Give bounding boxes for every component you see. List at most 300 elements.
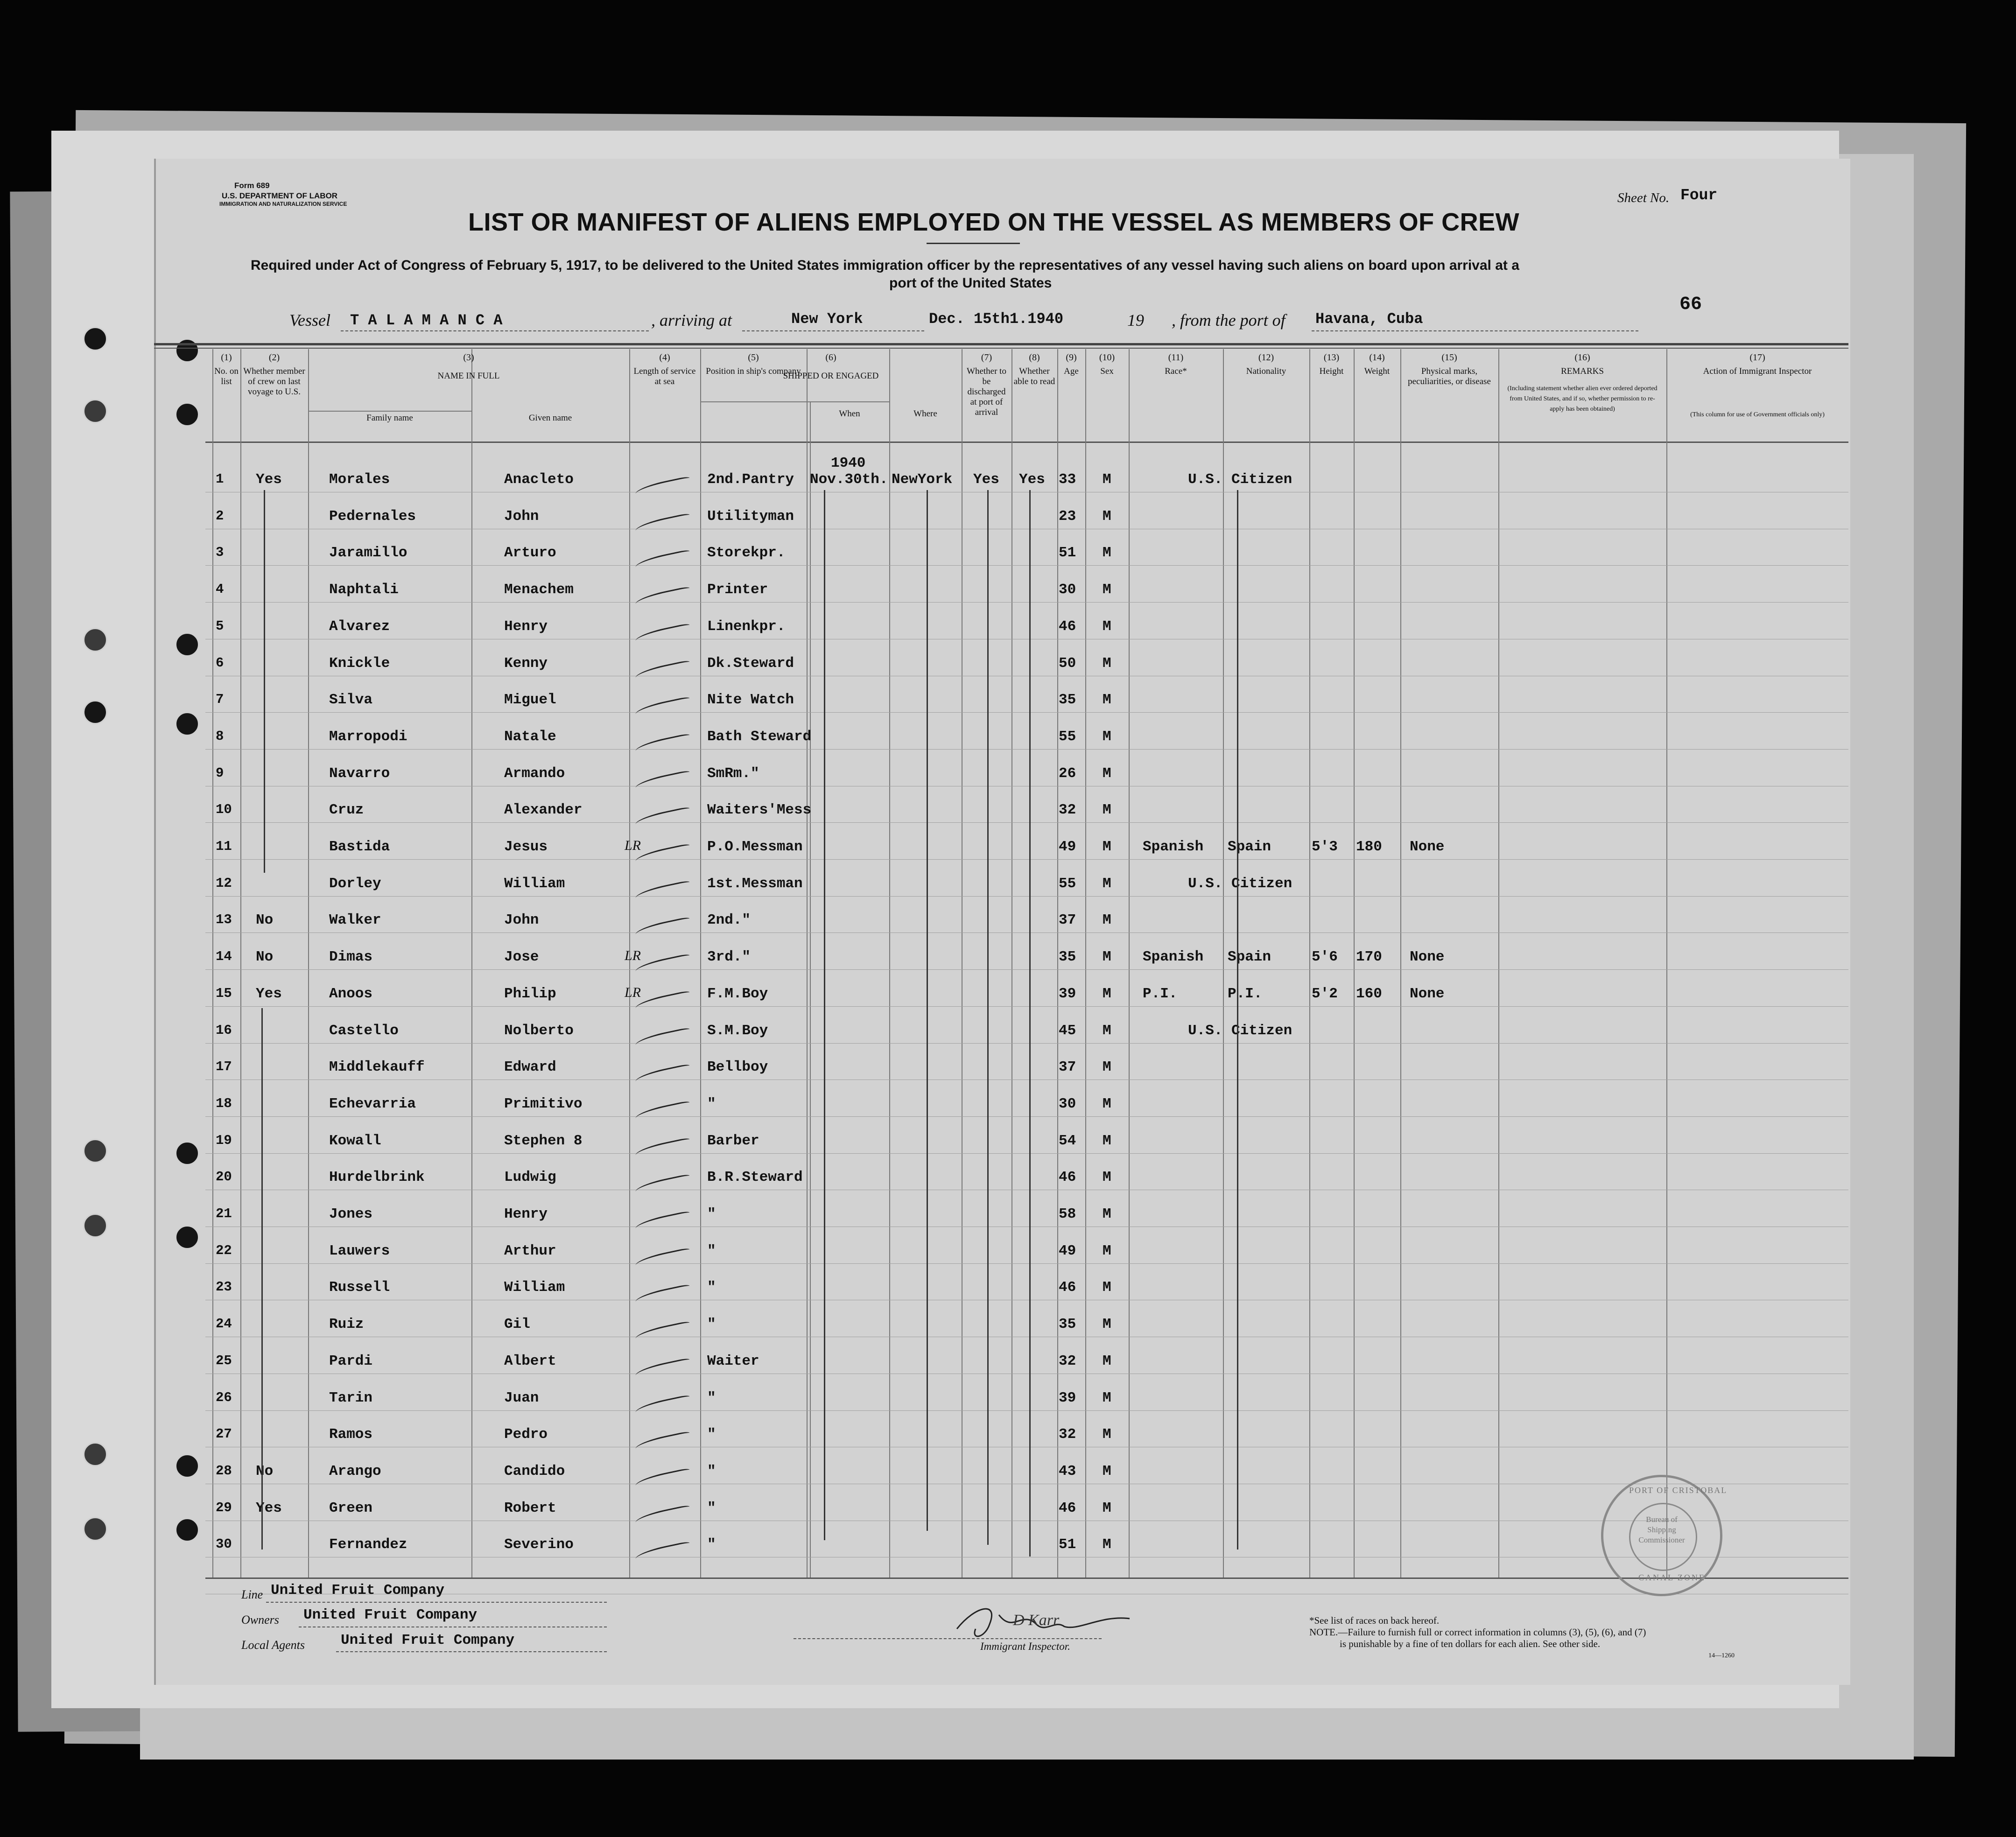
cell-crew: No xyxy=(256,912,274,929)
cell-sex: M xyxy=(1103,1353,1111,1369)
column-rule xyxy=(1309,349,1310,1578)
cell-age: 33 xyxy=(1059,471,1076,488)
cell-family: Knickle xyxy=(329,655,390,672)
inspector-signature xyxy=(948,1596,1144,1648)
cell-given: Anacleto xyxy=(504,471,574,488)
column-number: (15) xyxy=(1441,352,1457,363)
row-rule xyxy=(205,896,1848,897)
cell-age: 23 xyxy=(1059,508,1076,525)
cell-family: Castello xyxy=(329,1022,399,1039)
cell-given: Albert xyxy=(504,1353,556,1369)
column-number: (10) xyxy=(1099,352,1115,363)
column-header: SHIPPED OR ENGAGED xyxy=(783,371,879,381)
cell-given: Arturo xyxy=(504,545,556,561)
cell-family: Alvarez xyxy=(329,618,390,635)
row-rule xyxy=(205,822,1848,823)
line-label: Line xyxy=(241,1588,263,1601)
year-label: 19 xyxy=(1127,311,1144,330)
column-number: (6) xyxy=(825,352,836,363)
cell-sex: M xyxy=(1103,1242,1111,1259)
cell-age: 37 xyxy=(1059,1059,1076,1076)
cell-race: Spanish xyxy=(1143,949,1204,966)
column-number: (5) xyxy=(748,352,759,363)
cell-pos: Waiter xyxy=(707,1353,759,1369)
row-rule xyxy=(205,602,1848,603)
cell-nat: U.S. Citizen xyxy=(1188,471,1292,488)
title-rule xyxy=(927,243,1020,244)
binder-hole xyxy=(175,632,199,657)
cell-family: Ruiz xyxy=(329,1316,364,1333)
column-rule xyxy=(1400,349,1401,1578)
column-header: Physical marks, peculiarities, or disease xyxy=(1408,366,1491,386)
binder-hole xyxy=(175,1141,199,1165)
column-number: (3) xyxy=(463,352,474,363)
port-label: , from the port of xyxy=(1172,311,1285,330)
cell-age: 26 xyxy=(1059,765,1076,782)
cell-age: 35 xyxy=(1059,949,1076,966)
cell-sex: M xyxy=(1103,1463,1111,1479)
cell-given: Natale xyxy=(504,728,556,745)
cell-no: 20 xyxy=(216,1169,232,1185)
column-rule xyxy=(700,349,701,1578)
cell-sex: M xyxy=(1103,949,1111,966)
cell-family: Bastida xyxy=(329,839,390,855)
cell-given: Ludwig xyxy=(504,1169,556,1186)
cell-sex: M xyxy=(1103,692,1111,708)
ditto-stroke xyxy=(987,490,989,1545)
cell-sex: M xyxy=(1103,1279,1111,1296)
cell-given: Primitivo xyxy=(504,1095,583,1112)
field-line xyxy=(336,1651,607,1652)
cell-crew: Yes xyxy=(256,985,282,1002)
cell-no: 6 xyxy=(216,655,224,671)
cell-family: Marropodi xyxy=(329,728,407,745)
ditto-stroke xyxy=(1237,490,1238,1550)
ditto-stroke xyxy=(1029,490,1031,1557)
cell-pos: S.M.Boy xyxy=(707,1022,768,1039)
cell-age: 46 xyxy=(1059,1500,1076,1516)
cell-family: Jones xyxy=(329,1206,373,1222)
cell-pos: " xyxy=(707,1279,716,1296)
cell-given: Jose xyxy=(504,949,539,966)
cell-pos: SmRm." xyxy=(707,765,759,782)
column-rule xyxy=(810,401,811,1578)
binder-hole xyxy=(175,1454,199,1478)
cell-family: Navarro xyxy=(329,765,390,782)
cell-sex: M xyxy=(1103,655,1111,672)
column-header: Whether to be discharged at port of arrival xyxy=(967,366,1006,417)
cell-family: Cruz xyxy=(329,802,364,819)
cell-family: Echevarria xyxy=(329,1095,416,1112)
cell-family: Kowall xyxy=(329,1132,381,1149)
row-rule xyxy=(205,1043,1848,1044)
cell-given: Stephen 8 xyxy=(504,1132,583,1149)
handwritten-lr: LR xyxy=(625,838,641,853)
column-rule xyxy=(1085,349,1086,1578)
column-header: Weight xyxy=(1364,366,1390,376)
cell-no: 7 xyxy=(216,692,224,708)
cell-no: 19 xyxy=(216,1132,232,1148)
cell-given: John xyxy=(504,912,539,929)
binder-hole xyxy=(175,402,199,427)
departure-port: Havana, Cuba xyxy=(1315,310,1423,328)
cell-given: William xyxy=(504,1279,565,1296)
penalty-note-cont: is punishable by a fine of ten dollars for each alien. See other side. xyxy=(1340,1638,1601,1649)
cell-family: Pardi xyxy=(329,1353,373,1369)
sheet-label: Sheet No. xyxy=(1617,190,1670,205)
row-rule xyxy=(205,712,1848,713)
cell-age: 51 xyxy=(1059,1536,1076,1553)
cell-family: Tarin xyxy=(329,1389,373,1406)
stamp-bottom-text: CANAL ZONE xyxy=(1638,1573,1706,1582)
field-line xyxy=(742,330,924,331)
cell-marks: None xyxy=(1410,985,1445,1002)
column-header: Age xyxy=(1064,366,1079,376)
cell-nat: Spain xyxy=(1228,839,1271,855)
binder-hole xyxy=(175,712,199,736)
cell-no: 16 xyxy=(216,1022,232,1038)
cell-pos: " xyxy=(707,1316,716,1333)
cell-crew: Yes xyxy=(256,471,282,488)
cell-pos: " xyxy=(707,1389,716,1406)
cell-pos: Barber xyxy=(707,1132,759,1149)
cell-height: 5'2 xyxy=(1312,985,1338,1002)
cell-no: 21 xyxy=(216,1206,232,1221)
cell-race: P.I. xyxy=(1143,985,1178,1002)
form-number: Form 689 xyxy=(234,181,270,190)
binder-hole xyxy=(83,1139,107,1163)
cell-family: Russell xyxy=(329,1279,390,1296)
cell-age: 35 xyxy=(1059,692,1076,708)
column-number: (9) xyxy=(1066,352,1077,363)
binder-hole xyxy=(175,1225,199,1249)
cell-sex: M xyxy=(1103,985,1111,1002)
cell-no: 11 xyxy=(216,839,232,854)
family-name-header: Family name xyxy=(366,413,413,423)
cell-age: 50 xyxy=(1059,655,1076,672)
row-rule xyxy=(205,859,1848,860)
cell-family: Dorley xyxy=(329,875,381,892)
cell-nat: U.S. Citizen xyxy=(1188,875,1292,892)
column-header: Sex xyxy=(1100,366,1114,376)
cell-sex: M xyxy=(1103,1206,1111,1222)
field-line xyxy=(341,330,649,331)
arriving-label: , arriving at xyxy=(651,311,732,330)
binder-hole xyxy=(83,700,107,724)
column-header: Whether able to read xyxy=(1013,366,1055,386)
cell-sex: M xyxy=(1103,582,1111,598)
cell-given: Gil xyxy=(504,1316,530,1333)
cell-no: 18 xyxy=(216,1095,232,1111)
cell-sex: M xyxy=(1103,1316,1111,1333)
cell-weight: 170 xyxy=(1356,949,1382,966)
cell-family: Jaramillo xyxy=(329,545,407,561)
inspector-label: Immigrant Inspector. xyxy=(980,1641,1070,1652)
remarks-note: (Including statement whether alien ever ordered deported from United States, and if so, whether permission to re-apply has been obtained) xyxy=(1507,385,1658,413)
cell-family: Pedernales xyxy=(329,508,416,525)
cell-no: 10 xyxy=(216,802,232,818)
cell-family: Walker xyxy=(329,912,381,929)
cell-nat: Spain xyxy=(1228,949,1271,966)
column-rule xyxy=(240,349,241,1578)
column-rule xyxy=(212,349,213,1578)
column-rule xyxy=(1354,349,1355,1578)
cell-given: Henry xyxy=(504,1206,548,1222)
cell-no: 22 xyxy=(216,1242,232,1258)
ditto-stroke xyxy=(927,490,928,1531)
cell-pos: Bellboy xyxy=(707,1059,768,1076)
field-line xyxy=(1312,330,1638,331)
cell-pos: Storekpr. xyxy=(707,545,786,561)
line-value: United Fruit Company xyxy=(271,1582,445,1599)
cell-no: 5 xyxy=(216,618,224,634)
cell-pos: Utilityman xyxy=(707,508,794,525)
column-header: Action of Immigrant Inspector xyxy=(1703,366,1812,376)
cell-family: Silva xyxy=(329,692,373,708)
table-top-rule xyxy=(154,343,1848,345)
cell-given: John xyxy=(504,508,539,525)
row-rule xyxy=(205,1153,1848,1154)
cell-no: 2 xyxy=(216,508,224,524)
cell-given: Robert xyxy=(504,1500,556,1516)
inspector-note: (This column for use of Government officials only) xyxy=(1690,411,1825,418)
when-header: When xyxy=(839,409,860,419)
cell-nat: U.S. Citizen xyxy=(1188,1022,1292,1039)
cell-sex: M xyxy=(1103,1132,1111,1149)
cell-given: Jesus xyxy=(504,839,548,855)
cell-age: 37 xyxy=(1059,912,1076,929)
cell-no: 23 xyxy=(216,1279,232,1295)
cell-family: Fernandez xyxy=(329,1536,407,1553)
cell-crew: No xyxy=(256,1463,274,1479)
agents-value: United Fruit Company xyxy=(341,1632,515,1648)
column-header: Nationality xyxy=(1246,366,1286,376)
column-number: (1) xyxy=(221,352,232,363)
row-rule xyxy=(205,1006,1848,1007)
given-name-header: Given name xyxy=(528,413,572,423)
cell-family: Anoos xyxy=(329,985,373,1002)
cell-family: Naphtali xyxy=(329,582,399,598)
arrival-date: Dec. 15th1.1940 xyxy=(929,310,1064,328)
cell-pos: P.O.Messman xyxy=(707,839,803,855)
cell-no: 12 xyxy=(216,875,232,891)
column-rule xyxy=(1666,349,1667,1578)
column-rule xyxy=(1057,349,1058,1578)
service: IMMIGRATION AND NATURALIZATION SERVICE xyxy=(219,201,347,207)
cell-sex: M xyxy=(1103,765,1111,782)
cell-pos: " xyxy=(707,1426,716,1443)
field-line xyxy=(794,1638,1102,1639)
column-number: (12) xyxy=(1258,352,1274,363)
arrival-port: New York xyxy=(791,310,863,328)
cell-given: Henry xyxy=(504,618,548,635)
cell-family: Ramos xyxy=(329,1426,373,1443)
cell-given: Juan xyxy=(504,1389,539,1406)
cell-sex: M xyxy=(1103,1095,1111,1112)
cell-given: Kenny xyxy=(504,655,548,672)
row-rule xyxy=(205,749,1848,750)
cell-height: 5'3 xyxy=(1312,839,1338,855)
row-rule xyxy=(205,565,1848,566)
cell-when: Nov.30th. xyxy=(810,471,888,488)
cell-sex: M xyxy=(1103,1022,1111,1039)
cell-sex: M xyxy=(1103,545,1111,561)
cell-pos: " xyxy=(707,1536,716,1553)
form-code: 14—1260 xyxy=(1708,1652,1735,1659)
cell-pos: " xyxy=(707,1242,716,1259)
ditto-stroke xyxy=(261,1008,263,1550)
cell-age: 32 xyxy=(1059,1426,1076,1443)
cell-sex: M xyxy=(1103,1169,1111,1186)
cell-family: Morales xyxy=(329,471,390,488)
cell-pos: " xyxy=(707,1500,716,1516)
row-rule xyxy=(205,1263,1848,1264)
binder-hole xyxy=(175,1518,199,1542)
cell-age: 35 xyxy=(1059,1316,1076,1333)
cell-sex: M xyxy=(1103,728,1111,745)
cell-age: 30 xyxy=(1059,1095,1076,1112)
cell-sex: M xyxy=(1103,912,1111,929)
cell-sex: M xyxy=(1103,1426,1111,1443)
column-header: Whether member of crew on last voyage to U.S. xyxy=(243,366,305,397)
cell-no: 1 xyxy=(216,471,224,487)
cell-pos: Bath Steward xyxy=(707,728,812,745)
signature-text: D Karr xyxy=(1013,1612,1060,1629)
cell-pos: Nite Watch xyxy=(707,692,794,708)
cell-given: Candido xyxy=(504,1463,565,1479)
cell-age: 51 xyxy=(1059,545,1076,561)
cell-age: 32 xyxy=(1059,1353,1076,1369)
binder-hole xyxy=(83,1442,107,1466)
cell-pos: " xyxy=(707,1095,716,1112)
cell-no: 27 xyxy=(216,1426,232,1442)
cell-no: 13 xyxy=(216,912,232,928)
cell-no: 24 xyxy=(216,1316,232,1332)
column-number: (2) xyxy=(268,352,280,363)
column-rule xyxy=(308,349,309,1578)
cell-no: 25 xyxy=(216,1353,232,1368)
cell-age: 46 xyxy=(1059,618,1076,635)
cell-pos: F.M.Boy xyxy=(707,985,768,1002)
cell-family: Hurdelbrink xyxy=(329,1169,425,1186)
cell-pos: B.R.Steward xyxy=(707,1169,803,1186)
cell-age: 43 xyxy=(1059,1463,1076,1479)
column-number: (17) xyxy=(1749,352,1765,363)
cell-given: Edward xyxy=(504,1059,556,1076)
cell-sex: M xyxy=(1103,875,1111,892)
subheader-rule xyxy=(308,411,471,412)
column-number: (11) xyxy=(1168,352,1184,363)
column-header: Race* xyxy=(1165,366,1187,376)
handwritten-lr: LR xyxy=(625,984,641,1000)
column-rule xyxy=(1129,349,1130,1578)
cell-no: 9 xyxy=(216,765,224,781)
cell-race: Spanish xyxy=(1143,839,1204,855)
cell-no: 29 xyxy=(216,1500,232,1515)
cell-age: 39 xyxy=(1059,985,1076,1002)
cell-pos: Dk.Steward xyxy=(707,655,794,672)
cell-family: Lauwers xyxy=(329,1242,390,1259)
column-number: (7) xyxy=(981,352,992,363)
agents-label: Local Agents xyxy=(241,1638,305,1652)
cell-age: 39 xyxy=(1059,1389,1076,1406)
cell-no: 14 xyxy=(216,949,232,965)
column-header: Length of service at sea xyxy=(633,366,696,386)
column-number: (14) xyxy=(1369,352,1385,363)
cell-no: 4 xyxy=(216,582,224,597)
cell-sex: M xyxy=(1103,802,1111,819)
cell-no: 3 xyxy=(216,545,224,561)
cell-age: 55 xyxy=(1059,728,1076,745)
column-rule xyxy=(807,349,808,1578)
column-header: No. on list xyxy=(214,366,239,386)
cell-weight: 180 xyxy=(1356,839,1382,855)
cell-sex: M xyxy=(1103,1389,1111,1406)
column-rule xyxy=(1498,349,1499,1578)
department: U.S. DEPARTMENT OF LABOR xyxy=(222,191,338,200)
binder-hole xyxy=(83,1213,107,1238)
column-number: (8) xyxy=(1029,352,1040,363)
cell-no: 17 xyxy=(216,1059,232,1075)
vessel-name: T A L A M A N C A xyxy=(350,312,503,329)
stamp-outer-text: PORT OF CRISTOBAL xyxy=(1629,1486,1728,1495)
cell-family: Green xyxy=(329,1500,373,1516)
cell-no: 26 xyxy=(216,1389,232,1405)
subtitle: Required under Act of Congress of February 5, 1917, to be delivered to the United States immigration officer by the representatives of any vessel having such aliens on board upon arrival at a xyxy=(251,258,1519,273)
shipped-year: 1940 xyxy=(831,455,866,471)
sheet-number: Four xyxy=(1680,187,1718,204)
cell-sex: M xyxy=(1103,508,1111,525)
cell-age: 54 xyxy=(1059,1132,1076,1149)
cell-given: Armando xyxy=(504,765,565,782)
cell-sex: M xyxy=(1103,1536,1111,1553)
cell-height: 5'6 xyxy=(1312,949,1338,966)
table-rule xyxy=(154,348,1848,349)
row-rule xyxy=(205,969,1848,970)
cell-family: Arango xyxy=(329,1463,381,1479)
races-note: *See list of races on back hereof. xyxy=(1309,1615,1440,1626)
subheader-rule xyxy=(700,401,889,402)
cell-pos: " xyxy=(707,1206,716,1222)
page-number: 66 xyxy=(1679,294,1702,315)
cell-given: William xyxy=(504,875,565,892)
cell-age: 46 xyxy=(1059,1169,1076,1186)
cell-given: Nolberto xyxy=(504,1022,574,1039)
column-rule xyxy=(1223,349,1224,1578)
cell-sex: M xyxy=(1103,1059,1111,1076)
binder-hole xyxy=(83,628,107,652)
penalty-note: NOTE.—Failure to furnish full or correct information in columns (3), (5), (6), and (7) xyxy=(1309,1627,1646,1638)
cell-sex: M xyxy=(1103,1500,1111,1516)
cell-marks: None xyxy=(1410,839,1445,855)
binder-hole xyxy=(83,1517,107,1541)
cell-crew: No xyxy=(256,949,274,966)
cell-no: 28 xyxy=(216,1463,232,1479)
where-header: Where xyxy=(913,409,937,419)
cell-nat: P.I. xyxy=(1228,985,1263,1002)
owners-label: Owners xyxy=(241,1613,279,1627)
cell-given: Severino xyxy=(504,1536,574,1553)
binder-hole xyxy=(175,338,199,363)
cell-given: Menachem xyxy=(504,582,574,598)
port-stamp xyxy=(1601,1475,1728,1596)
cell-pos: " xyxy=(707,1463,716,1479)
cell-marks: None xyxy=(1410,949,1445,966)
cell-age: 45 xyxy=(1059,1022,1076,1039)
cell-sex: M xyxy=(1103,471,1111,488)
ditto-stroke xyxy=(264,490,265,873)
cell-age: 49 xyxy=(1059,839,1076,855)
